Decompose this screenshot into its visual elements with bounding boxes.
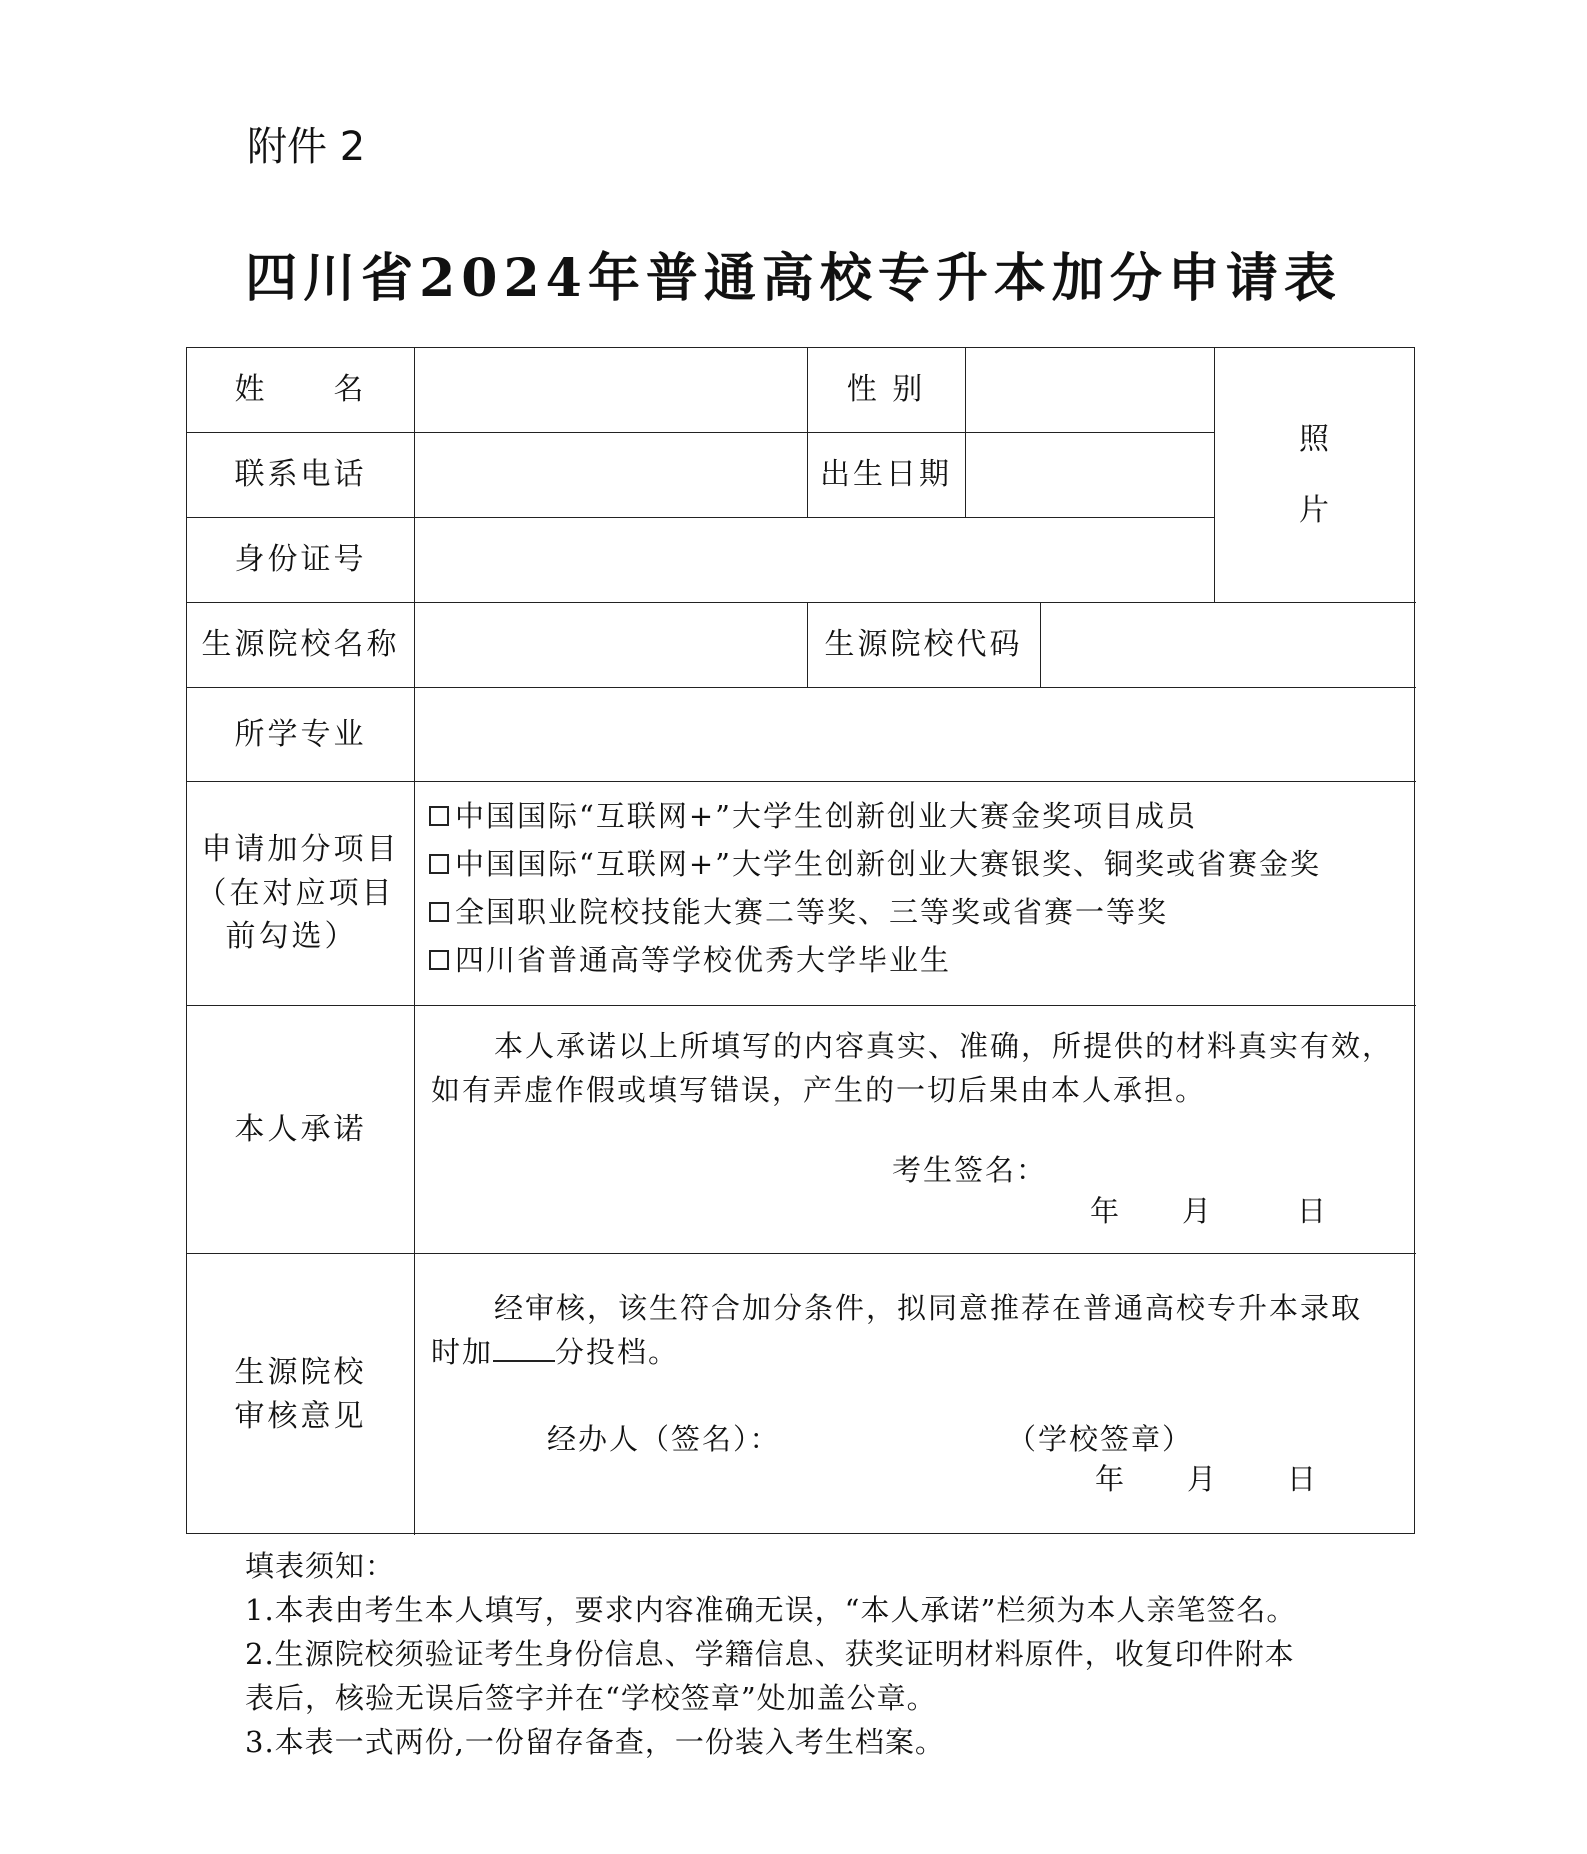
photo-box[interactable] bbox=[1215, 348, 1416, 602]
pledge-date-year: 年 bbox=[1090, 1194, 1122, 1228]
bonus-option-label: 全国职业院校技能大赛二等奖、三等奖或省赛一等奖 bbox=[455, 895, 1169, 929]
attachment-label: 附件 2 bbox=[247, 124, 366, 170]
phone-field[interactable] bbox=[415, 433, 807, 517]
name-label: 姓 名 bbox=[234, 372, 367, 408]
checkbox-icon[interactable] bbox=[429, 950, 449, 970]
photo-label-2: 片 bbox=[1299, 493, 1332, 528]
bonus-items-label-line-2: （在对应项目 bbox=[196, 875, 395, 911]
filling-instructions bbox=[245, 1544, 1425, 1764]
form-title: 四川省2024年普通高校专升本加分申请表 bbox=[245, 248, 1342, 309]
school-name-label: 生源院校名称 bbox=[201, 627, 400, 663]
name-field[interactable] bbox=[415, 348, 807, 432]
school-code-label: 生源院校代码 bbox=[824, 627, 1023, 663]
school-stamp-label: （学校签章） bbox=[1007, 1422, 1194, 1456]
bonus-options-list bbox=[429, 792, 1409, 984]
pledge-text-line-1: 本人承诺以上所填写的内容真实、准确，所提供的材料真实有效， bbox=[494, 1029, 1394, 1063]
id-number-field[interactable] bbox=[415, 518, 1214, 602]
pledge-date-month: 月 bbox=[1182, 1194, 1214, 1228]
pledge-text-line-2: 如有弄虚作假或填写错误，产生的一切后果由本人承担。 bbox=[431, 1073, 1207, 1107]
school-review-label bbox=[187, 1254, 414, 1535]
handler-signature-label: 经办人（签名）： bbox=[547, 1422, 781, 1456]
bonus-option[interactable] bbox=[429, 792, 1409, 840]
bonus-items-label-line-1: 申请加分项目 bbox=[201, 832, 400, 868]
pledge-signature-label: 考生签名： bbox=[892, 1153, 1048, 1187]
school-code-field[interactable] bbox=[1041, 603, 1416, 687]
bonus-option-label: 中国国际“互联网+”大学生创新创业大赛银奖、铜奖或省赛金奖 bbox=[455, 847, 1321, 881]
instruction-item-2: 2.生源院校须验证考生身份信息、学籍信息、获奖证明材料原件，收复印件附本 bbox=[245, 1637, 1295, 1671]
review-text-suffix: 分投档。 bbox=[555, 1335, 680, 1369]
school-name-field[interactable] bbox=[415, 603, 807, 687]
checkbox-icon[interactable] bbox=[429, 806, 449, 826]
pledge-label: 本人承诺 bbox=[234, 1111, 367, 1147]
review-date-day: 日 bbox=[1287, 1462, 1319, 1496]
birth-date-label: 出生日期 bbox=[820, 457, 952, 493]
bonus-items-label bbox=[187, 782, 414, 1005]
pledge-date-day: 日 bbox=[1297, 1194, 1329, 1228]
bonus-points-field[interactable] bbox=[493, 1330, 555, 1362]
review-text-prefix: 时加 bbox=[431, 1335, 494, 1369]
bonus-option[interactable] bbox=[429, 936, 1409, 984]
instruction-item-3: 3.本表一式两份,一份留存备查，一份装入考生档案。 bbox=[245, 1725, 945, 1759]
school-review-label-line-1: 生源院校 bbox=[234, 1355, 367, 1390]
instruction-item-2-continued: 表后，核验无误后签字并在“学校签章”处加盖公章。 bbox=[245, 1681, 937, 1715]
bonus-option[interactable] bbox=[429, 840, 1409, 888]
application-form-table bbox=[186, 347, 1415, 1534]
gender-field[interactable] bbox=[966, 348, 1214, 432]
phone-label: 联系电话 bbox=[234, 457, 367, 493]
major-label: 所学专业 bbox=[234, 716, 367, 752]
bonus-items-label-line-3: 前勾选） bbox=[225, 919, 358, 955]
instructions-heading: 填表须知： bbox=[245, 1549, 396, 1583]
gender-label: 性 别 bbox=[846, 372, 926, 408]
id-number-label: 身份证号 bbox=[234, 542, 367, 578]
bonus-option-label: 中国国际“互联网+”大学生创新创业大赛金奖项目成员 bbox=[455, 799, 1197, 833]
birth-date-field[interactable] bbox=[966, 433, 1214, 517]
major-field[interactable] bbox=[415, 688, 1416, 781]
instruction-item-1: 1.本表由考生本人填写，要求内容准确无误，“本人承诺”栏须为本人亲笔签名。 bbox=[245, 1593, 1297, 1627]
photo-label-1: 照 bbox=[1299, 421, 1332, 457]
school-review-label-line-2: 审核意见 bbox=[234, 1398, 367, 1434]
checkbox-icon[interactable] bbox=[429, 902, 449, 922]
review-date-month: 月 bbox=[1187, 1462, 1219, 1496]
pledge-signature-field[interactable] bbox=[917, 1154, 1057, 1190]
review-text-line-1: 经审核，该生符合加分条件，拟同意推荐在普通高校专升本录取 bbox=[494, 1291, 1363, 1325]
bonus-option[interactable] bbox=[429, 888, 1409, 936]
review-text-line-2 bbox=[431, 1330, 679, 1374]
review-date-year: 年 bbox=[1095, 1462, 1127, 1496]
checkbox-icon[interactable] bbox=[429, 854, 449, 874]
bonus-option-label: 四川省普通高等学校优秀大学毕业生 bbox=[455, 943, 952, 977]
